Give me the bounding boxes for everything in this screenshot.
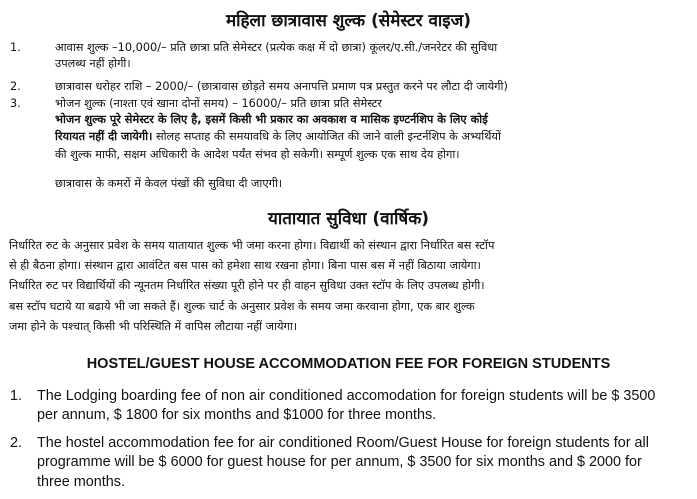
meal-note-rest-line-2: सोलह सप्ताह की समयावधि के लिए आयोजित की जाने वाली इन्टर्नशिप के अभ्यर्थियों (152, 130, 501, 143)
item-1-line-2: उपलब्ध नहीं होगी। (55, 57, 131, 70)
item-3-number: 3. (10, 97, 21, 110)
meal-note-bold-line-1: भोजन शुल्क पूरे सेमेस्टर के लिए है, इसमें किसी भी प्रकार का अवकाश व मासिक इण्टर्नशिप के लिए कोई (55, 113, 488, 126)
foreign-item-2-line-1: The hostel accommodation fee for air conditioned Room/Guest House for foreign students for all (37, 435, 649, 451)
meal-note-bold-line-2: रियायत नहीं दी जायेगी। (55, 130, 153, 143)
item-2-number: 2. (10, 80, 21, 93)
transport-line-3: निर्धारित रुट पर विद्यार्थियों की न्यूनतम निर्धारित संख्या पूरी होने पर ही वाहन सुविधा उक्त स्टॉप के लिए उपलब्ध होगी। (9, 279, 485, 292)
foreign-item-1-line-2: per annum, $ 1800 for six months and $1000 for three months. (37, 407, 437, 423)
foreign-item-2-line-3: three months. (37, 474, 125, 490)
foreign-students-title: HOSTEL/GUEST HOUSE ACCOMMODATION FEE FOR FOREIGN STUDENTS (86, 356, 611, 372)
transport-line-5: जमा होने के पश्चात् किसी भी परिस्थिति में वापिस लौटाया नहीं जायेगा। (9, 320, 298, 333)
foreign-item-1-number: 1. (10, 388, 23, 404)
meal-note-line-2 (55, 129, 501, 145)
foreign-item-2-line-2: programme will be $ 6000 for guest house for per annum, $ 3500 for six months and $ 2000 for (37, 454, 642, 470)
transport-line-4: बस स्टॉप घटाये या बढाये भी जा सकते हैं। शुल्क चार्ट के अनुसार प्रवेश के समय जमा करवाना होगा, एक बार शुल्क (9, 300, 475, 313)
transport-line-2: से ही बैठना होगा। संस्थान द्वारा आवंटित बस पास को हमेशा साथ रखना होगा। बिना पास बस में नहीं बिठाया जायेगा। (9, 259, 481, 272)
item-1-number: 1. (10, 41, 21, 54)
item-2-line-1: छात्रावास धरोहर राशि – 2000/– (छात्रावास छोड़ते समय अनापत्ति प्रमाण पत्र प्रस्तुत करने पर लौटा दी जायेगी) (55, 80, 508, 93)
foreign-item-1-line-1: The Lodging boarding fee of non air conditioned accomodation for foreign students will be $ 3500 (37, 388, 656, 404)
foreign-item-2-number: 2. (10, 435, 23, 451)
transport-line-1: निर्धारित रुट के अनुसार प्रवेश के समय यातायात शुल्क भी जमा करना होगा। विद्यार्थी को संस्थान द्वारा निर्धारित बस स्टॉप (9, 239, 495, 252)
transport-title: यातायात सुविधा (वार्षिक) (267, 209, 430, 229)
hostel-fee-title: महिला छात्रावास शुल्क (सेमेस्टर वाइज) (225, 11, 472, 31)
item-1-line-1: आवास शुल्क –10,000/– प्रति छात्रा प्रति सेमेस्टर (प्रत्येक कक्ष में दो छात्रा) कूलर/ए.सी./जनरेटर की सुविधा (55, 41, 498, 54)
fans-note: छात्रावास के कमरों में केवल पंखों की सुविधा दी जाएगी। (55, 177, 283, 190)
item-3-line-1: भोजन शुल्क (नाश्ता एवं खाना दोनों समय) – 16000/– प्रति छात्रा प्रति सेमेस्टर (55, 97, 382, 110)
meal-note-line-3: की शुल्क माफी, सक्षम अधिकारी के आदेश पर्यंत संभव हो सकेगी। सम्पूर्ण शुल्क एक साथ देय होगा। (55, 148, 460, 161)
